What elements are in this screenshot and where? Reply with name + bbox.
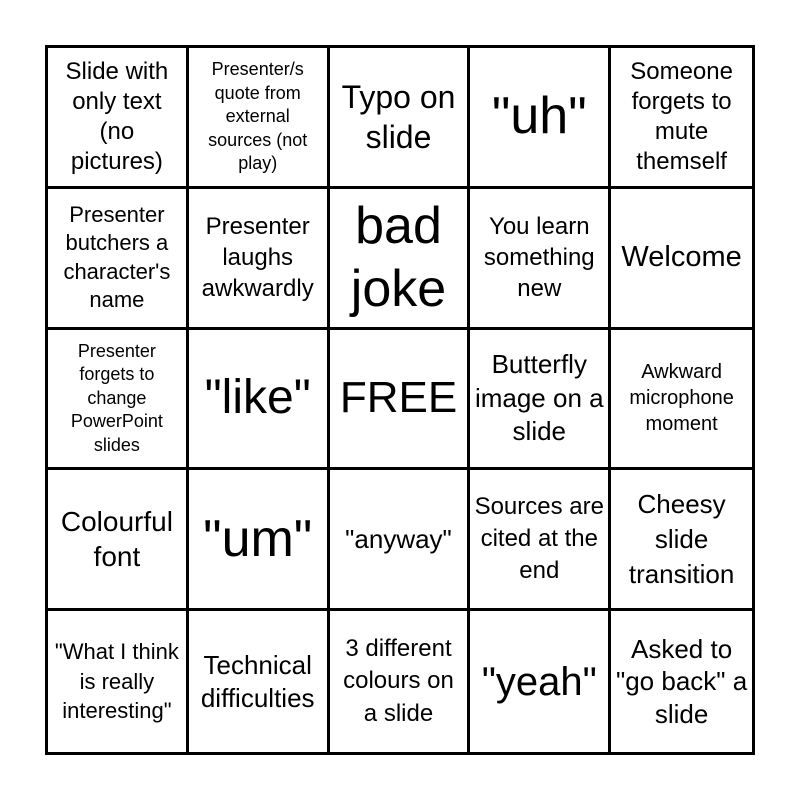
bingo-cell[interactable] — [611, 470, 752, 611]
bingo-cell-text: Technical difficulties — [200, 650, 315, 713]
bingo-cell[interactable] — [330, 48, 471, 189]
bingo-cell[interactable] — [48, 330, 189, 471]
bingo-cell-text: Presenter butchers a character's name — [63, 201, 171, 313]
bingo-cell[interactable] — [330, 611, 471, 752]
bingo-cell[interactable] — [48, 611, 189, 752]
bingo-cell[interactable] — [330, 470, 471, 611]
bingo-cell[interactable] — [470, 330, 611, 471]
bingo-cell-text: "um" — [203, 509, 313, 568]
bingo-cell[interactable] — [611, 48, 752, 189]
bingo-cell[interactable] — [48, 470, 189, 611]
bingo-cell[interactable] — [189, 48, 330, 189]
bingo-cell-text: "What I think is really interesting" — [54, 639, 179, 724]
bingo-cell[interactable] — [48, 48, 189, 189]
bingo-cell-text: Butterfly image on a slide — [474, 348, 604, 447]
bingo-cell[interactable] — [470, 48, 611, 189]
bingo-cell-text: Awkward microphone moment — [629, 361, 734, 436]
bingo-cell[interactable] — [48, 189, 189, 330]
bingo-cell[interactable] — [189, 330, 330, 471]
bingo-cell-text: Presenter forgets to change PowerPoint slides — [70, 341, 163, 455]
bingo-cell-text: Presenter laughs awkwardly — [201, 212, 314, 303]
bingo-cell-text: Welcome — [621, 241, 742, 274]
bingo-cell-text: Slide with only text (no pictures) — [65, 57, 169, 175]
bingo-cell[interactable] — [189, 470, 330, 611]
bingo-cell[interactable] — [611, 611, 752, 752]
bingo-cell-text: Presenter/s quote from external sources (not play) — [208, 59, 308, 173]
bingo-cell-text: Asked to "go back" a slide — [615, 633, 748, 729]
bingo-cell[interactable] — [611, 189, 752, 330]
bingo-cell-text: FREE — [339, 373, 458, 423]
bingo-cell-text: Typo on slide — [341, 78, 456, 155]
bingo-cell[interactable] — [189, 611, 330, 752]
bingo-board — [45, 45, 755, 755]
bingo-cell-text: bad joke — [350, 197, 447, 318]
bingo-cell[interactable] — [470, 470, 611, 611]
bingo-cell[interactable] — [470, 189, 611, 330]
free-space-cell[interactable] — [330, 330, 471, 471]
bingo-cell-text: Someone forgets to mute themself — [630, 57, 733, 175]
bingo-cell[interactable] — [470, 611, 611, 752]
bingo-cell[interactable] — [330, 189, 471, 330]
bingo-cell-text: "yeah" — [481, 659, 597, 704]
bingo-cell-text: 3 different colours on a slide — [343, 635, 454, 727]
bingo-cell[interactable] — [611, 330, 752, 471]
bingo-cell-text: Cheesy slide transition — [628, 488, 735, 589]
bingo-cell-text: You learn something new — [483, 212, 595, 303]
bingo-cell[interactable] — [189, 189, 330, 330]
bingo-cell-text: "like" — [204, 371, 311, 425]
bingo-cell-text: "anyway" — [345, 523, 452, 554]
bingo-cell-text: Colourful font — [60, 506, 173, 573]
bingo-cell-text: "uh" — [491, 87, 587, 146]
bingo-cell-text: Sources are cited at the end — [474, 492, 604, 585]
